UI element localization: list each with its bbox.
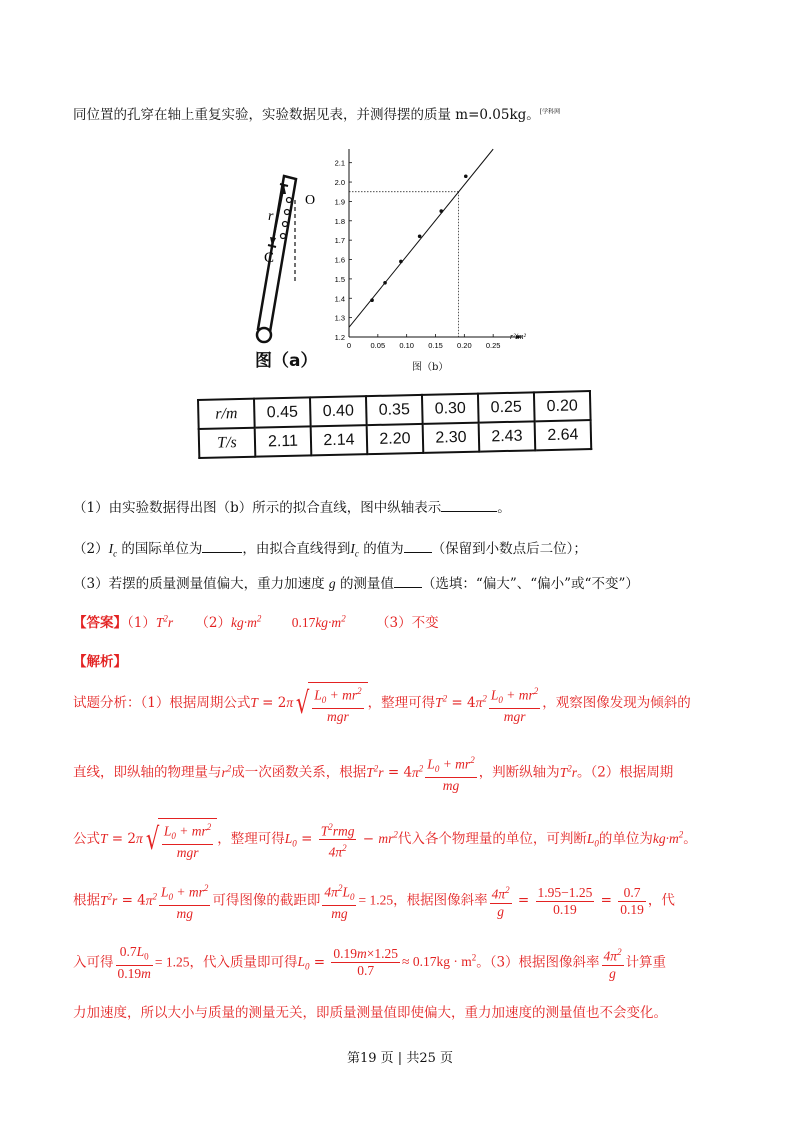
table-cell: 0.30: [422, 394, 479, 424]
pendulum-rod: [257, 176, 296, 342]
answer-blank: [441, 499, 497, 512]
table-cell: 2.14: [311, 425, 368, 455]
y-tick-label: 1.7: [334, 236, 345, 246]
answer-blank: [202, 540, 242, 553]
table-cell: 0.35: [366, 395, 423, 425]
y-tick-label: 1.2: [334, 333, 345, 342]
answer-label: 【答案】: [73, 615, 127, 631]
table-cell: 2.64: [535, 420, 592, 450]
table-cell: 2.11: [255, 426, 312, 456]
table-cell: 0.45: [254, 397, 311, 427]
label-c: C: [264, 250, 275, 266]
x-tick-label: 0.15: [428, 341, 443, 350]
question-2: $(2)I_c$ 的国际单位为 ，由拟合直线得到$I_c$ 的值为 （保留到小数点后二位）；: [73, 541, 587, 559]
data-point: [418, 234, 422, 238]
analysis-line-3: 公式T = 2π√ $\frac{L_0 + mr^2}{\text{mgr}}$ ，整理可得$L_0$ = $\frac{T^2rmg}{4\pi^2}$ − $mr^2$代入各个物理量的单位，可判断$L_0$的单位为$kg\cdot m^2$。: [73, 818, 697, 861]
page-footer: 第19 页 | 共25 页: [347, 1051, 453, 1066]
chart-x-axis-label: r²/m²: [510, 332, 526, 341]
y-tick-label: 1.3: [334, 313, 345, 323]
answer-blank: [404, 540, 432, 553]
analysis-line-6: 力加速度，所以大小与质量的测量无关，即质量测量值即使偏大，重力加速度的测量值也不会变化。: [73, 1005, 667, 1021]
data-table-wrapper: [197, 390, 592, 459]
table-header-r: r/m: [198, 399, 255, 429]
x-tick-label: 0.25: [485, 341, 501, 350]
x-tick-label: 0.20: [457, 341, 472, 350]
y-tick-label: 1.4: [334, 294, 345, 304]
data-point: [370, 298, 374, 302]
figure-b-caption: 图（b）: [412, 362, 449, 373]
analysis-line-2: 直线，即纵轴的物理量与$r^2$成一次函数关系，根据$T^2r = 4\pi^2$ $\frac{L_0 + mr^2}{mg}$ ，判断纵轴为$T^2r$。（2）根据周期: [73, 752, 673, 794]
table-cell: 2.20: [367, 424, 424, 454]
question-3: （3）若摆的质量测量值偏大，重力加速度 g 的测量值 （选填：“偏大”、“偏小”或“不变”）: [73, 576, 639, 592]
table-cell: 0.25: [478, 392, 535, 422]
y-tick-label: 1.9: [334, 197, 345, 207]
label-o: O: [305, 193, 316, 208]
x-tick-label: 0.10: [399, 341, 414, 350]
question-1: （1）由实验数据得出图（b）所示的拟合直线，图中纵轴表示 。: [73, 500, 511, 516]
chart-ticks: [335, 159, 501, 350]
chart-marks: [349, 149, 493, 327]
data-table: [197, 390, 592, 459]
data-point: [464, 174, 468, 178]
watermark: [学科网: [539, 108, 561, 116]
figure-a-caption: 图（a）: [255, 351, 318, 371]
answer-line: 【答案】$(1)T^2r$ $(2)kg\cdot m^2$ $0.17kg\cdot m^2$ （3）不变: [73, 613, 439, 631]
x-tick-label: 0.05: [370, 341, 386, 350]
y-tick-label: 1.8: [334, 216, 345, 226]
analysis-line-5: 入可得 $\frac{0.7L_0}{0.19m}$ = 1.25，代入质量即可得$L_0$ = $\frac{0.19m\times 1.25}{0.7}$ ≈ $0.17kg \cdot m^2$。（3）根据图像斜率 $\frac{4\pi^2}{g}$ 计算重: [73, 944, 667, 981]
y-tick-label: 1.6: [334, 255, 345, 265]
x-tick-label: 0: [346, 341, 352, 350]
analysis-label: 【解析】: [73, 654, 127, 670]
data-point: [399, 260, 403, 264]
data-point: [439, 209, 443, 213]
analysis-line-1: 试题分析：（1）根据周期公式T = 2π√ $\frac{L_0 + mr^2}{\text{mgr}}$ ，整理可得$T^2 = 4\pi^2$ $\frac{L_0 + mr^2}{\text{mgr}}$ ，观察图像发现为倾斜的: [73, 682, 691, 725]
figure-b-chart: [318, 145, 548, 375]
analysis-line-4: 根据$T^2r = 4\pi^2$ $\frac{L_0 + mr^2}{mg}$ 可得图像的截距即 $\frac{4\pi^2L_0}{mg}$ = 1.25，根据图像斜率 $\frac{4\pi^2}{g}$ = $\frac{1.95-1.25}{0.19}$ = $\frac{0.7}{0.19}$ ，代: [73, 880, 675, 922]
answer-blank: [394, 575, 422, 588]
table-header-t: T/s: [199, 428, 256, 458]
table-cell: 2.30: [423, 423, 480, 453]
intro-text: 同位置的孔穿在轴上重复实验，实验数据见表，并测得摆的质量 m=0.05kg。: [73, 107, 540, 123]
chart-guides: [349, 192, 459, 337]
y-tick-label: 1.5: [334, 274, 345, 284]
y-tick-label: 2.1: [334, 158, 345, 168]
y-tick-label: 2.0: [334, 178, 345, 188]
table-cell: 2.43: [479, 421, 536, 451]
chart-axes: [349, 149, 522, 339]
table-cell: 0.20: [534, 391, 591, 421]
intro-line: [73, 103, 560, 123]
table-cell: 0.40: [310, 396, 367, 426]
data-point: [383, 281, 387, 285]
label-r: r: [268, 209, 274, 224]
